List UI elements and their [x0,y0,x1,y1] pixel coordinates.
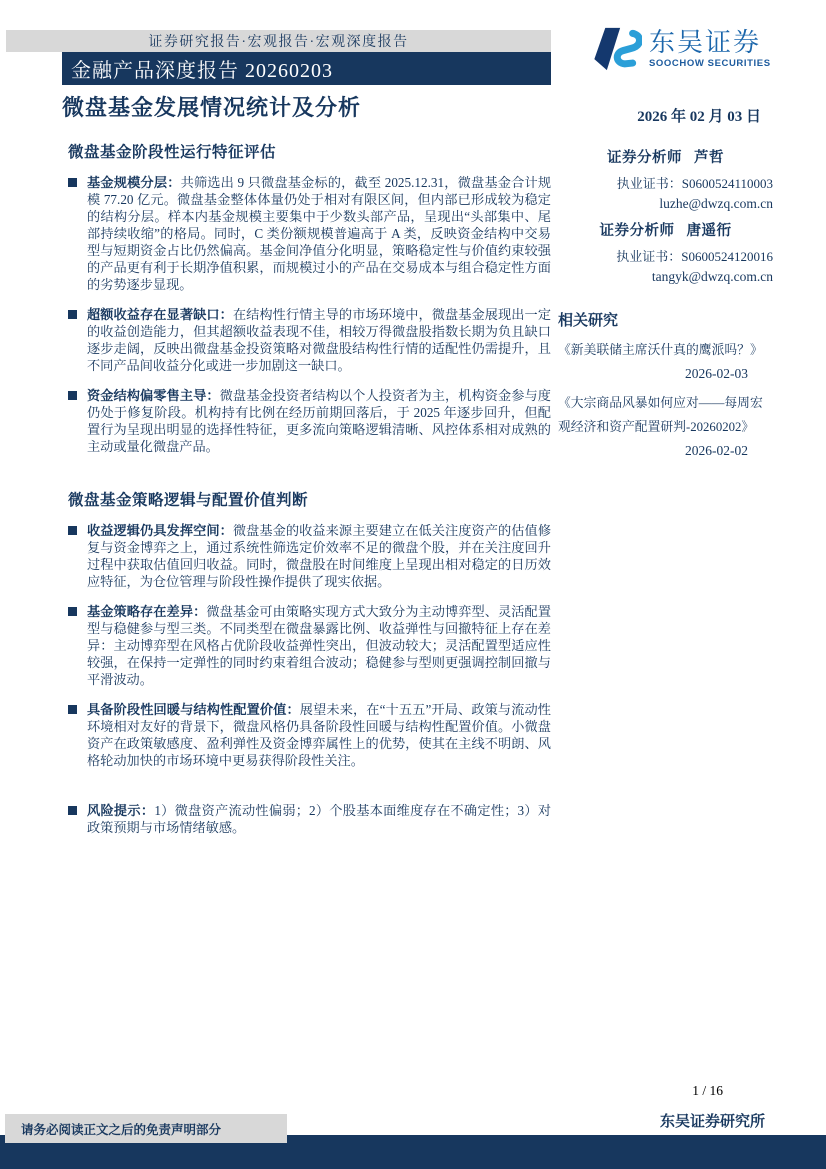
summary-bullet [62,174,551,293]
bullet-label: 基金规模分层： [87,175,181,190]
cert-label: 执业证书： [616,176,682,191]
disclaimer-note [5,1114,287,1143]
section-operating-features [62,140,551,455]
summary-column [62,140,551,849]
bullet-label: 收益逻辑仍具发挥空间： [87,523,233,538]
related-item-title[interactable]: 《新美联储主席沃什真的鹰派吗？》 [558,343,763,357]
brand-name-en: SOOCHOW SECURITIES [649,57,771,69]
analyst-name: 唐遥衎 [686,223,732,239]
risk-label: 风险提示： [87,803,155,818]
sidebar [558,146,773,468]
report-series-banner [62,52,551,85]
bullet-text: 在结构性行情主导的市场环境中，微盘基金展现出一定的收益创造能力，但其超额收益表现不佳，相较万得微盘股指数长期为负且缺口逐步走阔，反映出微盘基金投资策略对微盘股结构性行情的适配性仍需提升，且不同产品间收益分化或进一步加剧这一缺口。 [87,307,552,373]
bullet-square-icon [68,310,77,319]
bullet-text: 微盘基金可由策略实现方式大致分为主动博弈型、灵活配置型与稳健参与型三类。不同类型在微盘暴露比例、收益弹性与回撤特征上存在差异：主动博弈型在风格占优阶段收益弹性突出，但波动较大；灵活配置型适应性较强，在保持一定弹性的同时约束着组合波动；稳健参与型则更强调控制回撤与平滑波动。 [87,604,552,687]
research-institute-name: 东吴证券研究所 [659,1114,765,1130]
summary-bullet [62,387,551,455]
section-strategy-value [62,488,551,769]
brand-name-cn: 东吴证券 [649,27,762,57]
brand-logo [592,26,771,72]
cert-number: S0600524120016 [681,249,773,264]
related-research-item [558,338,773,386]
bullet-label: 超额收益存在显著缺口： [87,307,233,322]
bullet-label: 资金结构偏零售主导： [87,388,220,403]
related-research [558,309,773,463]
summary-bullet [62,603,551,688]
analyst-role: 证券分析师 [599,223,675,239]
related-research-heading: 相关研究 [558,313,619,329]
bullet-square-icon [68,806,77,815]
bullet-text: 共筛选出 9 只微盘基金标的，截至 2025.12.31，微盘基金合计规模 77.20 亿元。微盘基金整体体量仍处于相对有限区间，但内部已形成较为稳定的结构分层。样本内基金规模主要集中于少数头部产品，呈现出“头部集中、尾部持续收缩”的格局。同时，C 类份额规模普遍高于 A 类，反映资金结构中交易型与短期资金占比仍然偏高。基金间净值分化明显，策略稳定性与价值约束较强的产品更有利于长期净值积累，而规模过小的产品在交易成本与组合稳定性方面的劣势逐步显现。 [87,175,552,292]
summary-bullet [62,522,551,590]
bullet-square-icon [68,391,77,400]
analyst-email[interactable]: luzhe@dwzq.com.cn [659,196,773,211]
related-item-title[interactable]: 《大宗商品风暴如何应对——每周宏观经济和资产配置研判-20260202》 [558,396,763,434]
bullet-label: 具备阶段性回暖与结构性配置价值： [87,702,300,717]
analyst-cert [558,246,773,265]
section-heading: 微盘基金策略逻辑与配置价值判断 [68,492,309,509]
analyst-role-name [558,146,773,167]
related-item-date: 2026-02-02 [685,443,748,458]
bullet-text: 微盘基金投资者结构以个人投资者为主，机构资金参与度仍处于修复阶段。机构持有比例在经历前期回落后，于 2025 年逐步回升，但配置行为呈现出明显的选择性特征，更多流向策略逻辑清晰、风控体系相对成熟的主动或量化微盘产品。 [87,388,551,454]
page-number: 1 / 16 [692,1083,723,1098]
disclaimer-text: 请务必阅读正文之后的免责声明部分 [21,1122,222,1137]
bullet-square-icon [68,607,77,616]
analyst-block [558,219,773,285]
cert-label: 执业证书： [616,249,682,264]
bullet-square-icon [68,526,77,535]
risk-text: 1）微盘资产流动性偏弱；2）个股基本面维度存在不确定性；3）对政策预期与市场情绪敏感。 [87,803,552,835]
page-title: 微盘基金发展情况统计及分析 [62,95,362,120]
section-heading: 微盘基金阶段性运行特征评估 [68,144,277,161]
related-research-item [558,391,773,463]
report-category-text: 证券研究报告·宏观报告·宏观深度报告 [148,35,409,50]
bullet-square-icon [68,705,77,714]
summary-bullet [62,306,551,374]
analyst-role-name [558,219,773,240]
bullet-text: 微盘基金的收益来源主要建立在低关注度资产的估值修复与资金博弈之上，通过系统性筛选定价效率不足的微盘个股，并在关注度回升过程中获取估值回归收益。同时，微盘股在时间维度上呈现出相对稳定的日历效应特征，为仓位管理与阶段性操作提供了现实依据。 [87,523,552,589]
analyst-block [558,146,773,212]
risk-warning-bullet [62,802,551,836]
report-series-text: 金融产品深度报告 20260203 [71,60,333,82]
summary-bullet [62,701,551,769]
analyst-email[interactable]: tangyk@dwzq.com.cn [651,269,773,284]
soochow-s-logo-icon [592,26,642,72]
report-date: 2026 年 02 月 03 日 [637,109,761,125]
bullet-square-icon [68,178,77,187]
brand-logo-text [649,27,771,69]
report-category-bar [6,30,551,52]
analyst-cert [558,173,773,192]
cert-number: S0600524110003 [681,176,773,191]
bullet-text: 展望未来，在“十五五”开局、政策与流动性环境相对友好的背景下，微盘风格仍具备阶段性回暖与结构性配置价值。小微盘资产在政策敏感度、盈利弹性及资金博弈属性上的优势，使其在主线不明朗、风格轮动加快的市场环境中更易获得阶段性关注。 [87,702,551,768]
related-item-date: 2026-02-03 [685,366,748,381]
bullet-label: 基金策略存在差异： [87,604,207,619]
analyst-name: 芦哲 [694,150,724,166]
analyst-role: 证券分析师 [607,150,682,166]
